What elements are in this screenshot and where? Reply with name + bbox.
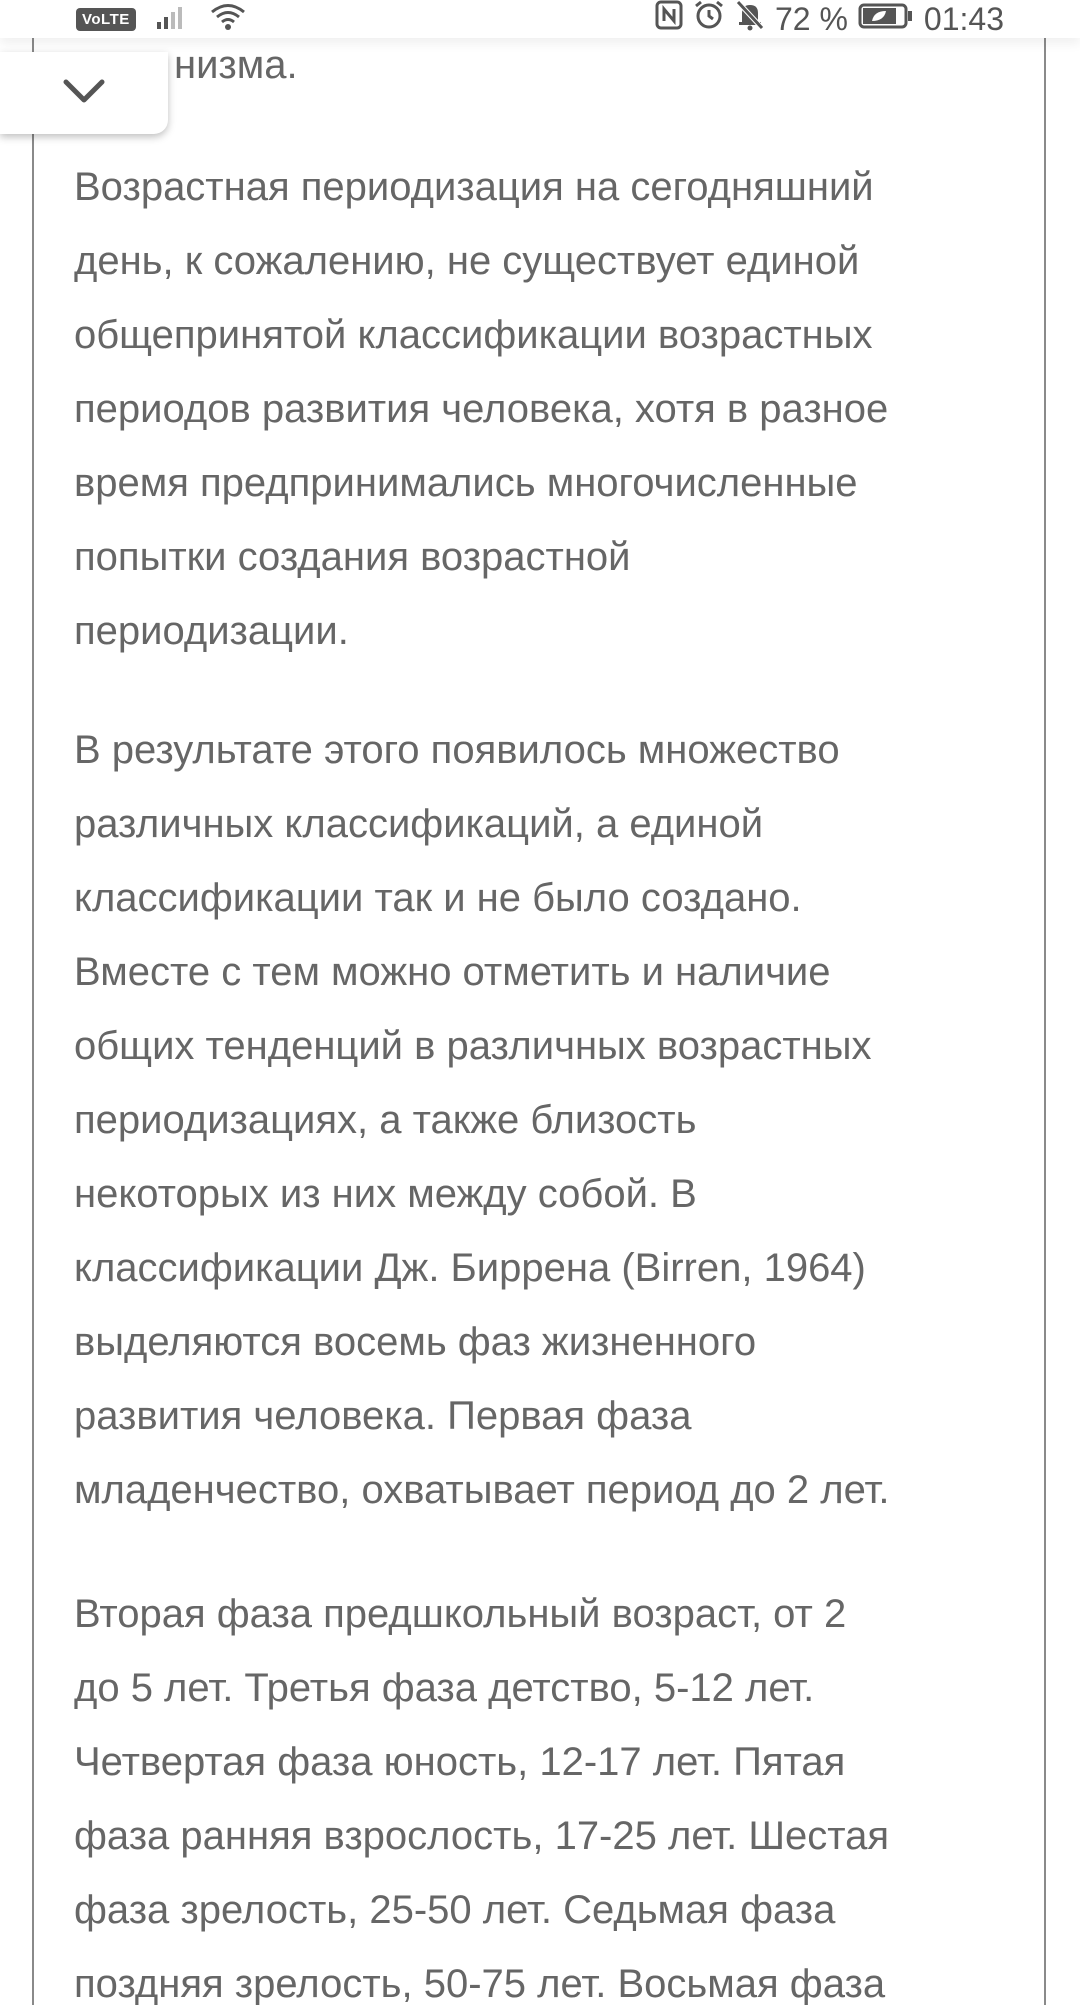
- paragraph-line: периодизации.: [74, 609, 349, 653]
- paragraph-line: день, к сожалению, не существует единой: [74, 239, 860, 283]
- paragraph-line: различных классификаций, а единой: [74, 802, 764, 846]
- cut-off-text: низма.: [174, 43, 298, 87]
- status-bar: [0, 0, 1080, 38]
- paragraph-line: развития человека. Первая фаза: [74, 1394, 692, 1438]
- paragraph-line: Возрастная периодизация на сегодняшний: [74, 165, 874, 209]
- status-bar-right: [655, 0, 1004, 38]
- paragraph-line: общепринятой классификации возрастных: [74, 313, 873, 357]
- chevron-down-icon: [60, 76, 108, 111]
- article-card: [32, 0, 1046, 2005]
- clock: 01:43: [923, 1, 1004, 37]
- collapse-button[interactable]: [0, 52, 168, 134]
- status-bar-left: [76, 2, 246, 36]
- alarm-icon: [693, 0, 725, 39]
- paragraph-line: Вторая фаза предшкольный возраст, от 2: [74, 1592, 847, 1636]
- nfc-icon: [655, 0, 683, 38]
- paragraph-line: младенчество, охватывает период до 2 лет.: [74, 1468, 890, 1512]
- battery-percent: 72 %: [774, 1, 848, 37]
- article-paragraph: [74, 1577, 1044, 2005]
- paragraph-line: поздняя зрелость, 50-75 лет. Восьмая фаза: [74, 1962, 886, 2005]
- paragraph-line: классификации так и не было создано.: [74, 876, 802, 920]
- battery-icon: [858, 1, 914, 38]
- paragraph-line: время предпринимались многочисленные: [74, 461, 858, 505]
- article-paragraph: [74, 150, 1044, 668]
- paragraph-line: Четвертая фаза юность, 12-17 лет. Пятая: [74, 1740, 846, 1784]
- paragraph-line: фаза ранняя взрослость, 17-25 лет. Шестая: [74, 1814, 890, 1858]
- paragraph-line: попытки создания возрастной: [74, 535, 631, 579]
- paragraph-line: некоторых из них между собой. В: [74, 1172, 697, 1216]
- paragraph-line: периодизациях, а также близость: [74, 1098, 697, 1142]
- paragraph-line: до 5 лет. Третья фаза детство, 5-12 лет.: [74, 1666, 815, 1710]
- paragraph-line: выделяются восемь фаз жизненного: [74, 1320, 757, 1364]
- paragraph-line: В результате этого появилось множество: [74, 728, 840, 772]
- paragraph-line: периодов развития человека, хотя в разное: [74, 387, 889, 431]
- volte-badge: VoLTE: [76, 8, 136, 31]
- paragraph-line: общих тенденций в различных возрастных: [74, 1024, 872, 1068]
- paragraph-line: Вместе с тем можно отметить и наличие: [74, 950, 831, 994]
- mute-icon: [735, 0, 765, 39]
- article-paragraph: [74, 713, 1044, 1527]
- signal-icon: [156, 4, 190, 35]
- wifi-icon: [210, 3, 246, 36]
- paragraph-line: классификации Дж. Биррена (Birren, 1964): [74, 1246, 866, 1290]
- paragraph-line: фаза зрелость, 25-50 лет. Седьмая фаза: [74, 1888, 836, 1932]
